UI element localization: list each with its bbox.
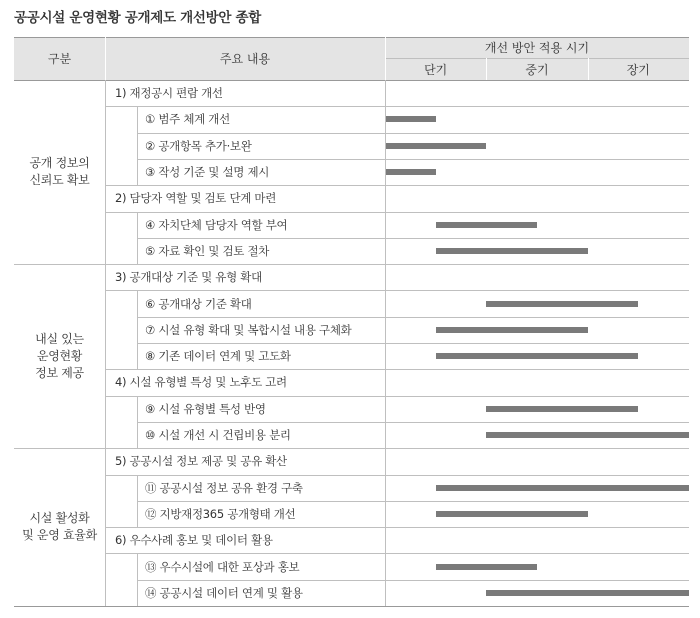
item-label: ① 범주 체계 개선 — [145, 112, 230, 127]
category-label: 시설 활성화 및 운영 효율화 — [22, 511, 97, 543]
item-label: ⑬ 우수시설에 대한 포상과 홍보 — [145, 559, 300, 574]
timeline-bar — [385, 116, 436, 122]
item-label: ④ 자치단체 담당자 역할 부여 — [145, 217, 288, 232]
item-label: ⑨ 시설 유형별 특성 반영 — [145, 401, 266, 416]
item-indent-line — [137, 317, 138, 343]
item-indent-line — [137, 106, 138, 132]
group-heading: 1) 재정공시 편람 개선 — [115, 86, 223, 101]
timeline-bar — [486, 432, 689, 438]
group-heading: 6) 우수사례 홍보 및 데이터 활용 — [115, 533, 273, 548]
item-indent-line — [137, 580, 138, 606]
group-heading: 5) 공공시설 정보 제공 및 공유 확산 — [115, 454, 287, 469]
item-label: ③ 작성 기준 및 설명 제시 — [145, 165, 270, 180]
category-label: 내실 있는 운영현황 정보 제공 — [35, 331, 84, 380]
header-divider-4 — [588, 58, 589, 80]
header-mid: 중기 — [486, 58, 587, 80]
item-indent-line — [137, 133, 138, 159]
group-heading: 4) 시설 유형별 특성 및 노후도 고려 — [115, 375, 287, 390]
timeline-bar — [486, 590, 689, 596]
header-category: 구분 — [14, 37, 105, 80]
item-label: ⑭ 공공시설 데이터 연계 및 활용 — [145, 585, 303, 600]
header-divider-3 — [486, 58, 487, 80]
item-indent-line — [137, 212, 138, 238]
timeline-bar — [436, 222, 537, 228]
header-mid-border — [385, 58, 689, 59]
category-label: 공개 정보의 신뢰도 확보 — [29, 156, 90, 188]
item-label: ⑥ 공개대상 기준 확대 — [145, 296, 252, 311]
timeline-bar — [436, 248, 588, 254]
header-divider-2 — [385, 37, 386, 80]
item-indent-line — [137, 501, 138, 527]
header-long: 장기 — [588, 58, 689, 80]
item-label: ⑩ 시설 개선 시 건립비용 분리 — [145, 428, 291, 443]
body-divider-timing — [385, 80, 386, 606]
timeline-bar — [436, 353, 639, 359]
timeline-bar — [486, 301, 638, 307]
item-indent-line — [137, 238, 138, 264]
item-indent-line — [137, 553, 138, 579]
timeline-bar — [436, 511, 588, 517]
item-indent-line — [137, 396, 138, 422]
timeline-bar — [385, 169, 436, 175]
timeline-bar — [385, 143, 486, 149]
timeline-bar — [486, 406, 638, 412]
section-border — [14, 606, 689, 607]
item-indent-line — [137, 475, 138, 501]
item-label: ② 공개항목 추가·보완 — [145, 138, 252, 153]
group-heading: 2) 담당자 역할 및 검토 단계 마련 — [115, 191, 277, 206]
header-content: 주요 내용 — [105, 37, 385, 80]
timeline-bar — [436, 327, 588, 333]
timeline-bar — [436, 485, 689, 491]
page-title: 공공시설 운영현황 공개제도 개선방안 종합 — [14, 10, 261, 26]
item-label: ⑫ 지방재정365 공개형태 개선 — [145, 506, 296, 521]
item-indent-line — [137, 422, 138, 448]
item-label: ⑤ 자료 확인 및 검토 절차 — [145, 243, 270, 258]
group-heading: 3) 공개대상 기준 및 유형 확대 — [115, 270, 262, 285]
body-divider-category — [105, 80, 106, 606]
item-indent-line — [137, 159, 138, 185]
item-label: ⑧ 기존 데이터 연계 및 고도화 — [145, 349, 291, 364]
table-top-border — [14, 37, 689, 38]
item-indent-line — [137, 290, 138, 316]
timeline-bar — [436, 564, 537, 570]
header-short: 단기 — [385, 58, 486, 80]
header-timing: 개선 방안 적용 시기 — [385, 37, 689, 58]
item-indent-line — [137, 343, 138, 369]
item-label: ⑪ 공공시설 정보 공유 환경 구축 — [145, 480, 303, 495]
header-divider-1 — [105, 37, 106, 80]
item-label: ⑦ 시설 유형 확대 및 복합시설 내용 구체화 — [145, 322, 352, 337]
